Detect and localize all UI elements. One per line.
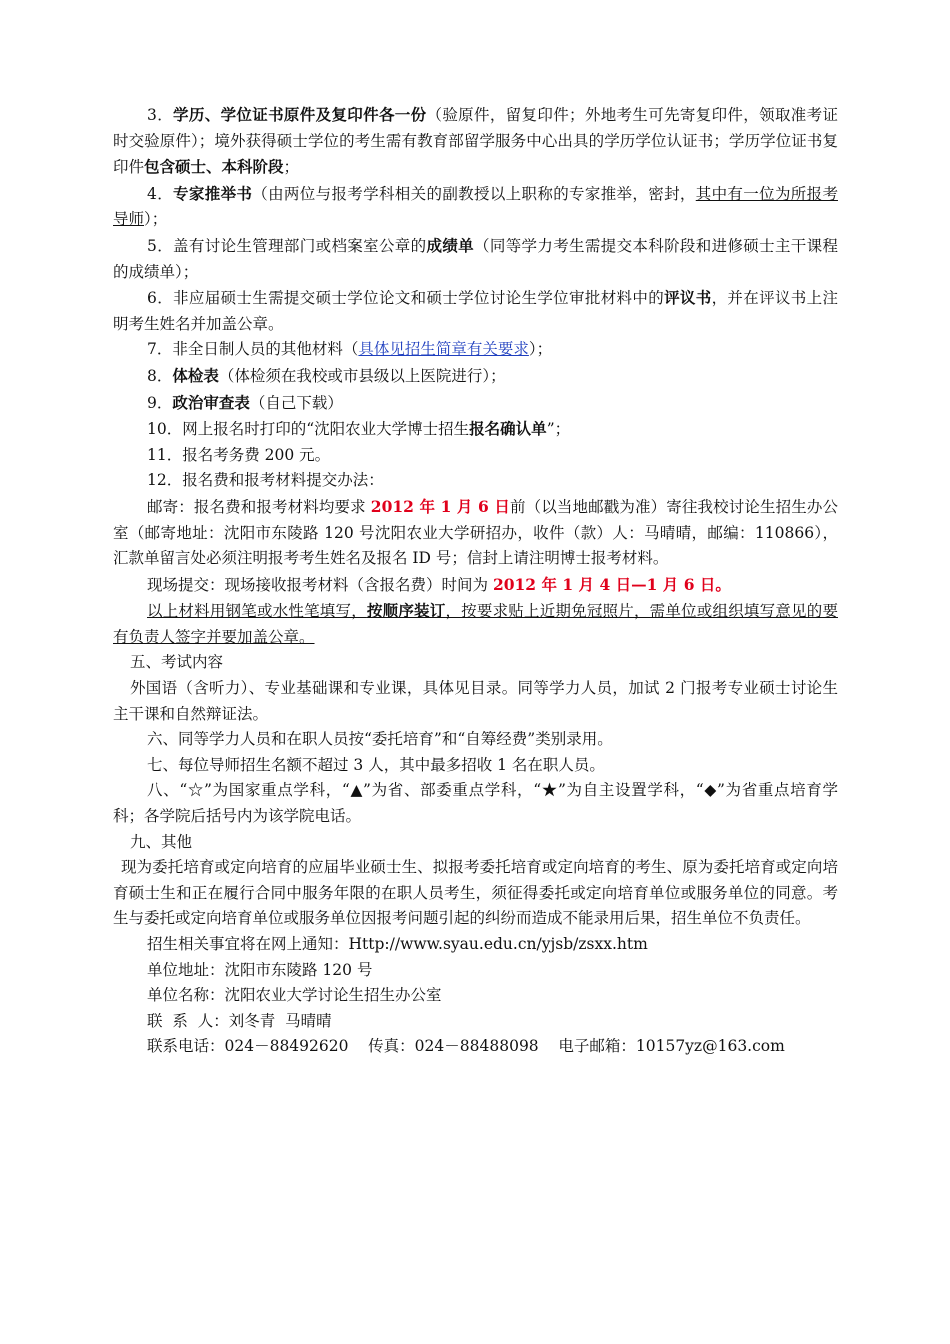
section-5-body: 外国语（含听力）、专业基础课和专业课，具体见目录。同等学力人员，加试 2 门报考专业硕士讨论生主干课和自然辩证法。 [113, 679, 838, 723]
deadline-date: 2012 年 1 月 6 日 [370, 496, 510, 516]
item-7 [113, 337, 838, 363]
bold-text: 按顺序装订 [366, 601, 446, 621]
item-number: 10． [147, 420, 183, 439]
bold-text: 专家推举书 [173, 183, 253, 203]
mail-text: 邮寄：报名费和报考材料均要求 [147, 497, 371, 516]
item-3 [113, 102, 838, 181]
section-5-title: 五、考试内容 [130, 653, 224, 672]
item-text: ； [283, 158, 300, 177]
item-text: 网上报名时打印的“沈阳农业大学博士招生 [182, 420, 470, 439]
section-8: 八、“☆”为国家重点学科，“▲”为省、部委重点学科，“★”为自主设置学科，“◆”为省重点培育学科；各学院后括号内为该学院电话。 [113, 781, 838, 826]
item-text: 非应届硕士生需提交硕士学位论文和硕士学位讨论生学位审批材料中的 [173, 289, 665, 308]
item-5 [113, 233, 838, 285]
item-text: 盖有讨论生管理部门或档案室公章的 [173, 236, 427, 255]
item-4 [113, 181, 838, 233]
item-text: ）； [528, 340, 553, 359]
requirements-link[interactable]: 具体见招生简章有关要求 [358, 340, 529, 359]
contact-address: 单位地址：沈阳市东陵路 120 号 [147, 960, 373, 979]
item-number: 3． [147, 106, 174, 124]
item-number: 6． [147, 289, 174, 308]
contact-unit-name: 单位名称：沈阳农业大学讨论生招生办公室 [147, 986, 442, 1005]
item-text: ，并在评议书上注明考生姓名并加盖公章。 [113, 289, 838, 333]
item-12 [113, 468, 838, 494]
section-6: 六、同等学力人员和在职人员按“委托培育”和“自筹经费”类别录用。 [147, 730, 613, 749]
item-text: （验原件，留复印件；外地考生可先寄复印件，领取准考证时交验原件）；境外获得硕士学位的考生需有教育部留学服务中心出具的学历学位认证书；学历学位证书复印件 [113, 106, 838, 177]
item-9 [113, 390, 838, 417]
item-text: ）； [144, 210, 168, 229]
item-text: 报名费和报考材料提交办法： [182, 471, 384, 490]
mail-text: 前（以当地邮戳为准）寄往我校讨论生招生办公室（邮寄地址：沈阳市东陵路 120 号沈阳农业大学研招办，收件（款）人：马晴晴，邮编：110866），汇款单留言处必须注明报考考生姓名及报名 ID 号；信封上请注明博士报考材料。 [113, 497, 838, 568]
bold-text: 成绩单 [426, 235, 475, 255]
item-text: （由两位与报考学科相关的副教授以上职称的专家推举，密封， [252, 184, 696, 203]
bold-text: 评议书 [664, 288, 712, 308]
item-number: 4． [147, 184, 174, 203]
underlined-text: 其中有一位为所报考导师 [113, 184, 838, 229]
onsite-text: 现场提交：现场接收报考材料（含报名费）时间为 [147, 575, 493, 594]
item-8 [113, 363, 838, 390]
notice-text: 以上材料用钢笔或水性笔填写， [147, 602, 367, 621]
item-text: ”； [546, 420, 571, 439]
section-9-title: 九、其他 [130, 832, 193, 851]
item-number: 7． [147, 340, 173, 359]
contact-website: 招生相关事宜将在网上通知：Http://www.syau.edu.cn/yjsb/zsxx.htm [147, 935, 648, 953]
bold-text: 包含硕士、本科阶段 [144, 157, 284, 177]
item-text: （体检须在我校或市县级以上医院进行）； [218, 366, 506, 385]
item-text: 报名考务费 200 元。 [182, 445, 331, 464]
item-number: 9． [147, 393, 173, 412]
contact-person: 联 系 人：刘冬青 马晴晴 [147, 1011, 332, 1030]
item-text: 非全日制人员的其他材料（ [172, 340, 359, 359]
notice-text: ，按要求贴上近期免冠照片，需单位或组织填写意见的要有负责人签字并要加盖公章。 [113, 602, 838, 646]
mail-submission [113, 494, 838, 572]
bold-text: 政治审查表 [172, 392, 250, 412]
item-10 [113, 416, 838, 443]
bold-text: 报名确认单 [469, 419, 547, 439]
onsite-dates: 2012 年 1 月 4 日—1 月 6 日。 [492, 574, 731, 594]
item-text: （自己下载） [249, 393, 343, 412]
item-6 [113, 285, 838, 337]
onsite-submission [113, 572, 838, 599]
materials-notice [113, 598, 838, 650]
document-page [113, 102, 838, 1060]
item-number: 11． [147, 445, 183, 464]
item-text: （同等学力考生需提交本科阶段和进修硕士主干课程的成绩单）； [113, 236, 838, 281]
bold-text: 体检表 [172, 365, 219, 385]
item-11 [113, 443, 838, 469]
item-number: 5． [147, 236, 174, 255]
section-9-body: 现为委托培育或定向培育的应届毕业硕士生、拟报考委托培育或定向培育的考生、原为委托培育或定向培育硕士生和正在履行合同中服务年限的在职人员考生，须征得委托或定向培育单位或服务单位的同意。考生与委托或定向培育单位或服务单位因报考问题引起的纠纷而造成不能录用后果，招生单位不负责任。 [113, 858, 838, 928]
contact-phone: 联系电话：024－88492620 传真：024－88488098 电子邮箱：10157yz@163.com [147, 1037, 785, 1056]
item-number: 8． [147, 366, 173, 385]
section-7: 七、每位导师招生名额不超过 3 人，其中最多招收 1 名在职人员。 [147, 755, 605, 774]
bold-text: 学历、学位证书原件及复印件各一份 [173, 105, 427, 124]
item-number: 12． [147, 471, 183, 490]
